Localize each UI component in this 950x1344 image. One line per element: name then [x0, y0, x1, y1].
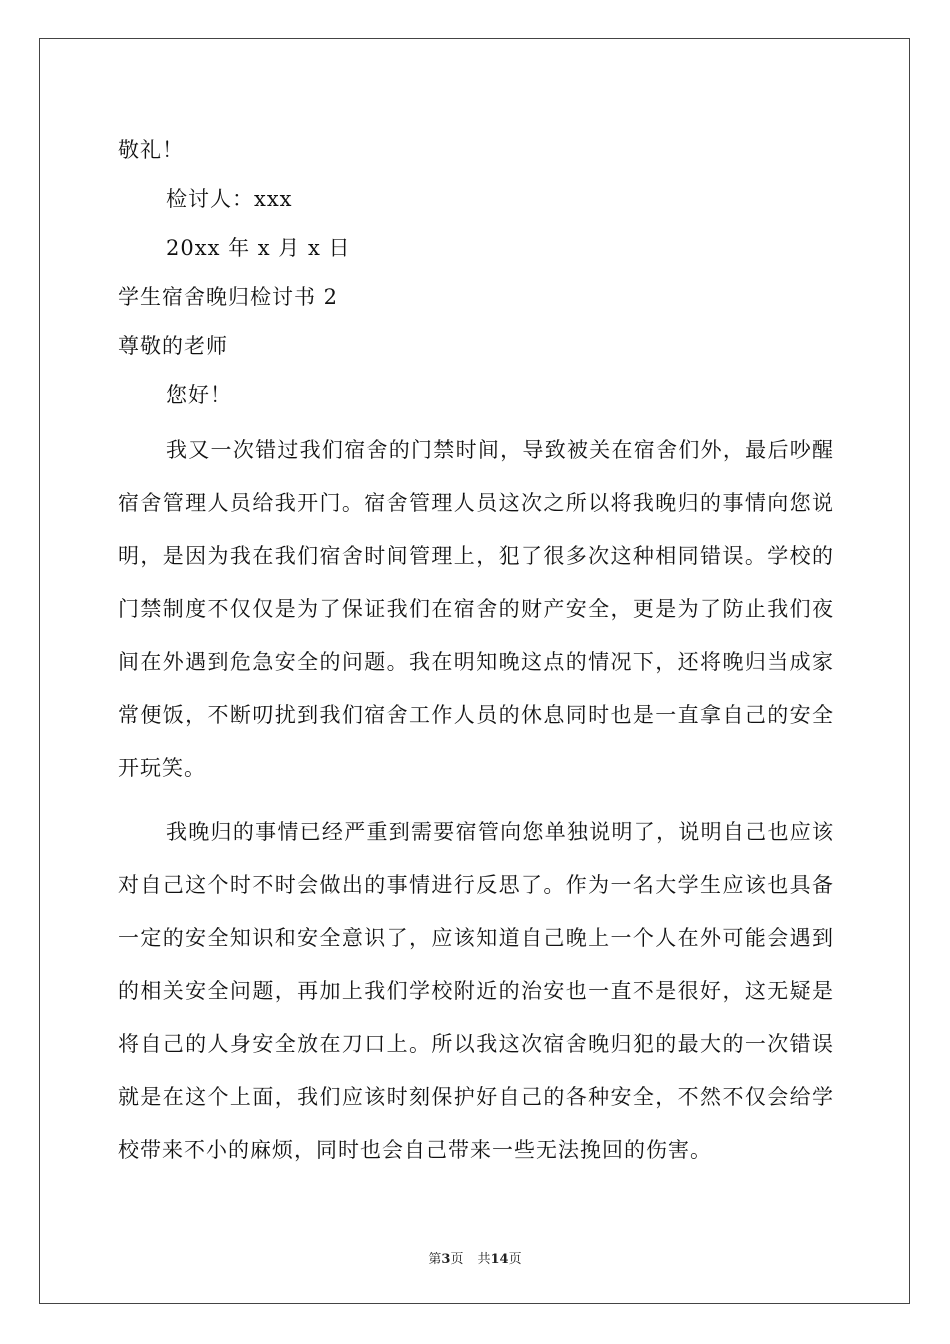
date-line: 20xx 年 x 月 x 日: [166, 236, 351, 260]
page-prefix: 第: [428, 1252, 442, 1267]
paragraph: 我晚归的事情已经严重到需要宿管向您单独说明了，说明自己也应该对自己这个时不时会做出的事情进行反思了。作为一名大学生应该也具备一定的安全知识和安全意识了，应该知道自己晚上一个人在外可能会遇到的相关安全问题，再加上我们学校附近的治安也一直不是很好，这无疑是将自己的人身安全放在刀口上。所以我这次宿舍晚归犯的最大的一次错误就是在这个上面，我们应该时刻保护好自己的各种安全，不然不仅会给学校带来不小的麻烦，同时也会自己带来一些无法挽回的伤害。: [118, 820, 834, 1162]
section-title: 学生宿舍晚归检讨书 2: [118, 285, 339, 309]
page-suffix: 页: [450, 1252, 464, 1267]
page-total: 14: [490, 1252, 509, 1267]
greeting: 您好！: [166, 383, 232, 407]
signature-line: 检讨人：xxx: [166, 187, 293, 211]
document-body: [118, 126, 834, 1177]
page-footer: [0, 1248, 950, 1267]
total-prefix: 共: [477, 1252, 491, 1267]
paragraph: 我又一次错过我们宿舍的门禁时间，导致被关在宿舍们外，最后吵醒宿舍管理人员给我开门。宿舍管理人员这次之所以将我晚归的事情向您说明，是因为我在我们宿舍时间管理上，犯了很多次这种相同错误。学校的门禁制度不仅仅是为了保证我们在宿舍的财产安全，更是为了防止我们夜间在外遇到危急安全的问题。我在明知晚这点的情况下，还将晚归当成家常便饭，不断叨扰到我们宿舍工作人员的休息同时也是一直拿自己的安全开玩笑。: [118, 438, 834, 780]
page-current: 3: [441, 1252, 451, 1267]
salutation: 尊敬的老师: [118, 334, 228, 358]
closing-line: 敬礼！: [118, 138, 184, 162]
total-suffix: 页: [508, 1252, 522, 1267]
